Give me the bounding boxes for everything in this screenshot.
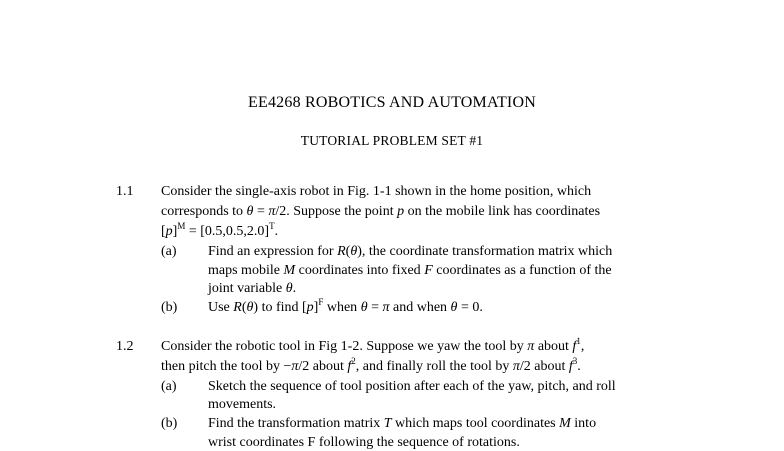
part-text-line: Find an expression for R(θ), the coordinate transformation matrix which <box>208 244 613 259</box>
problem-text-line: Consider the robotic tool in Fig 1-2. Suppose we yaw the tool by π about $f^1$, <box>161 336 585 354</box>
part-text-line: Use R(θ) to find $[p]^F$ when θ = π and when θ = 0. <box>208 297 483 315</box>
problem-text-line: $[p]^M = [0.5,0.5,2.0]^T$. <box>161 221 279 239</box>
part-label: (b) <box>161 300 178 315</box>
part-text-line: movements. <box>208 397 277 412</box>
part-label: (a) <box>161 379 177 394</box>
problem-text-line: Consider the single-axis robot in Fig. 1-1 shown in the home position, which <box>161 184 592 199</box>
part-text-line: Find the transformation matrix T which maps tool coordinates M into <box>208 416 597 431</box>
part-label: (b) <box>161 416 178 431</box>
problem-text-line: then pitch the tool by −π/2 about $f^2$, and finally roll the tool by π/2 about $f^3$. <box>161 356 581 374</box>
problem-text-line: corresponds to θ = π/2. Suppose the point p on the mobile link has coordinates <box>161 204 601 219</box>
problem-number: 1.2 <box>116 339 134 354</box>
part-text-line: wrist coordinates F following the sequence of rotations. <box>208 435 520 450</box>
problem-number: 1.1 <box>116 184 134 199</box>
part-text-line: Sketch the sequence of tool position after each of the yaw, pitch, and roll <box>208 379 616 394</box>
document-subtitle: TUTORIAL PROBLEM SET #1 <box>300 133 484 148</box>
document-title: EE4268 ROBOTICS AND AUTOMATION <box>248 94 536 111</box>
part-text-line: maps mobile M coordinates into fixed F coordinates as a function of the <box>208 263 612 278</box>
part-label: (a) <box>161 244 177 259</box>
part-text-line: joint variable θ. <box>208 281 297 296</box>
